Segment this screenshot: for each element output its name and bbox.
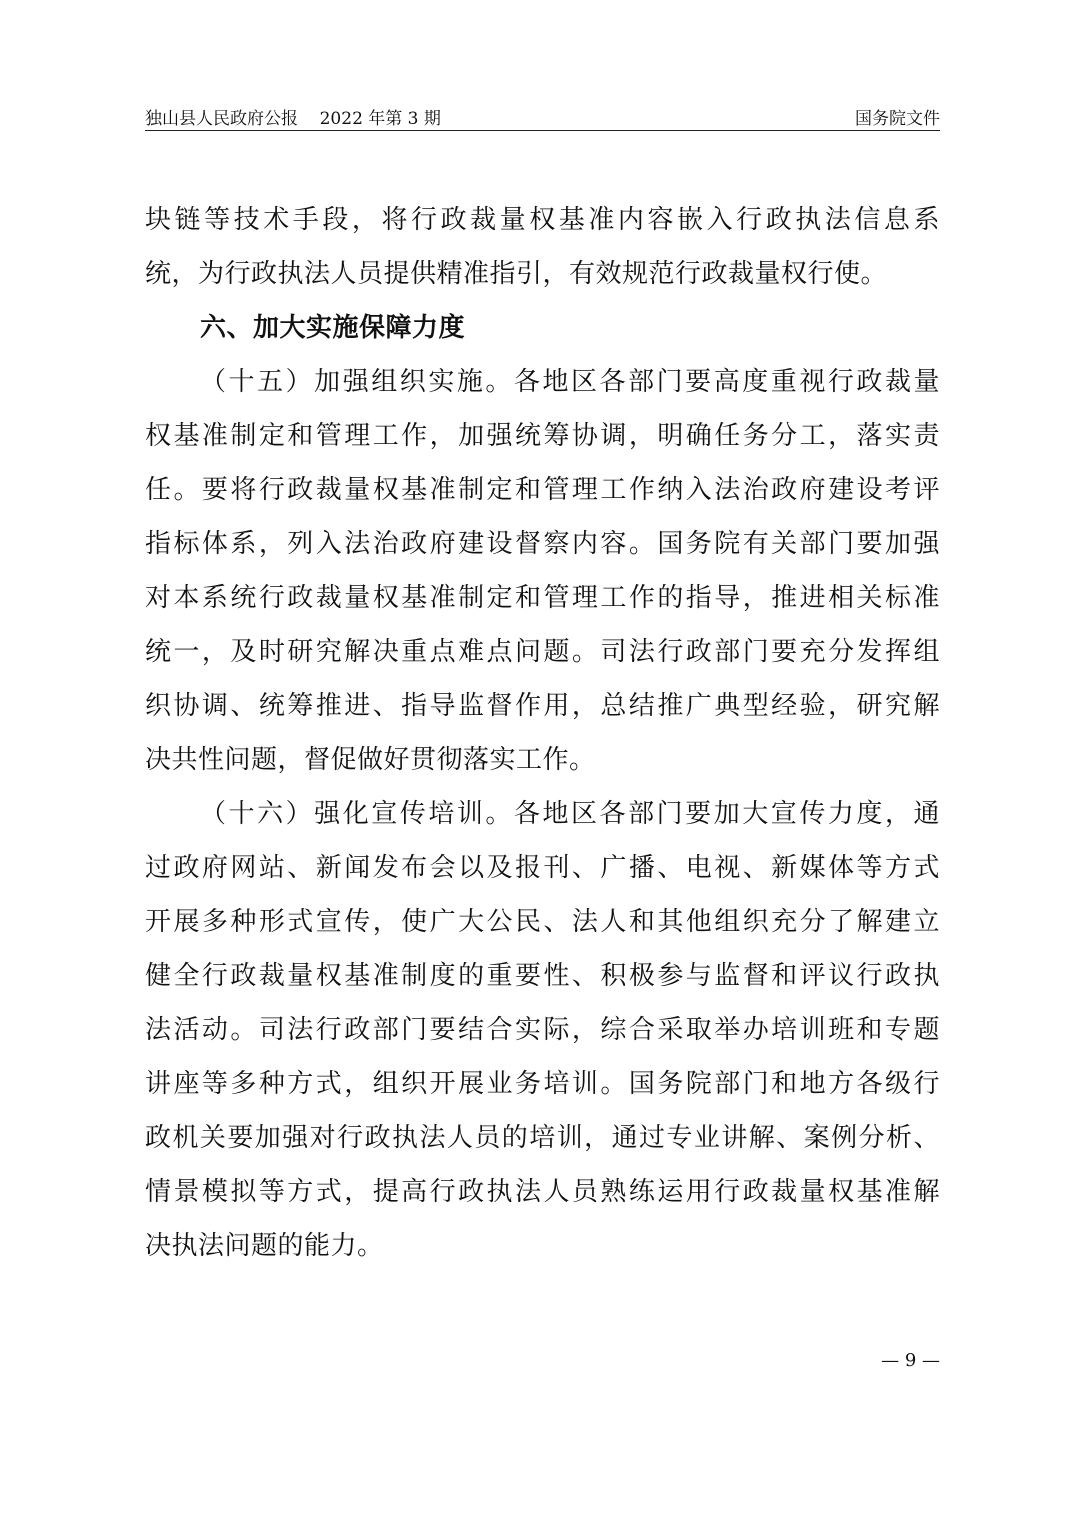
header-section-title: 国务院文件: [855, 109, 940, 129]
text-line: 权基准制定和管理工作，加强统筹协调，明确任务分工，落实责: [145, 421, 940, 451]
text-line: 开展多种形式宣传，使广大公民、法人和其他组织充分了解建立: [145, 907, 940, 937]
text-line: 块链等技术手段，将行政裁量权基准内容嵌入行政执法信息系: [145, 205, 940, 235]
text-line: 织协调、统筹推进、指导监督作用，总结推广典型经验，研究解: [145, 691, 940, 721]
text-line: 过政府网站、新闻发布会以及报刊、广播、电视、新媒体等方式: [145, 853, 940, 883]
text-line: （十六）强化宣传培训。各地区各部门要加大宣传力度，通: [200, 799, 940, 829]
body-text: [145, 193, 940, 1273]
header-publication-issue: 独山县人民政府公报 2022 年第 3 期: [145, 109, 441, 129]
text-line: 法活动。司法行政部门要结合实际，综合采取举办培训班和专题: [145, 1015, 940, 1045]
running-header: [145, 100, 940, 131]
text-line: 对本系统行政裁量权基准制定和管理工作的指导，推进相关标准: [145, 583, 940, 613]
text-line: 情景模拟等方式，提高行政执法人员熟练运用行政裁量权基准解: [145, 1177, 940, 1207]
text-line: 指标体系，列入法治政府建设督察内容。国务院有关部门要加强: [145, 529, 940, 559]
section-heading: 六、加大实施保障力度: [200, 313, 466, 343]
text-line: 统，为行政执法人员提供精准指引，有效规范行政裁量权行使。: [145, 259, 888, 289]
text-line: 讲座等多种方式，组织开展业务培训。国务院部门和地方各级行: [145, 1069, 940, 1099]
page-number: — 9 —: [881, 1350, 940, 1371]
text-line: 政机关要加强对行政执法人员的培训，通过专业讲解、案例分析、: [145, 1123, 940, 1153]
text-line: 决执法问题的能力。: [145, 1231, 384, 1261]
text-line: 任。要将行政裁量权基准制定和管理工作纳入法治政府建设考评: [145, 475, 940, 505]
text-line: 健全行政裁量权基准制度的重要性、积极参与监督和评议行政执: [145, 961, 940, 991]
text-line: 统一，及时研究解决重点难点问题。司法行政部门要充分发挥组: [145, 637, 940, 667]
text-line: （十五）加强组织实施。各地区各部门要高度重视行政裁量: [200, 367, 940, 397]
text-line: 决共性问题，督促做好贯彻落实工作。: [145, 745, 596, 775]
